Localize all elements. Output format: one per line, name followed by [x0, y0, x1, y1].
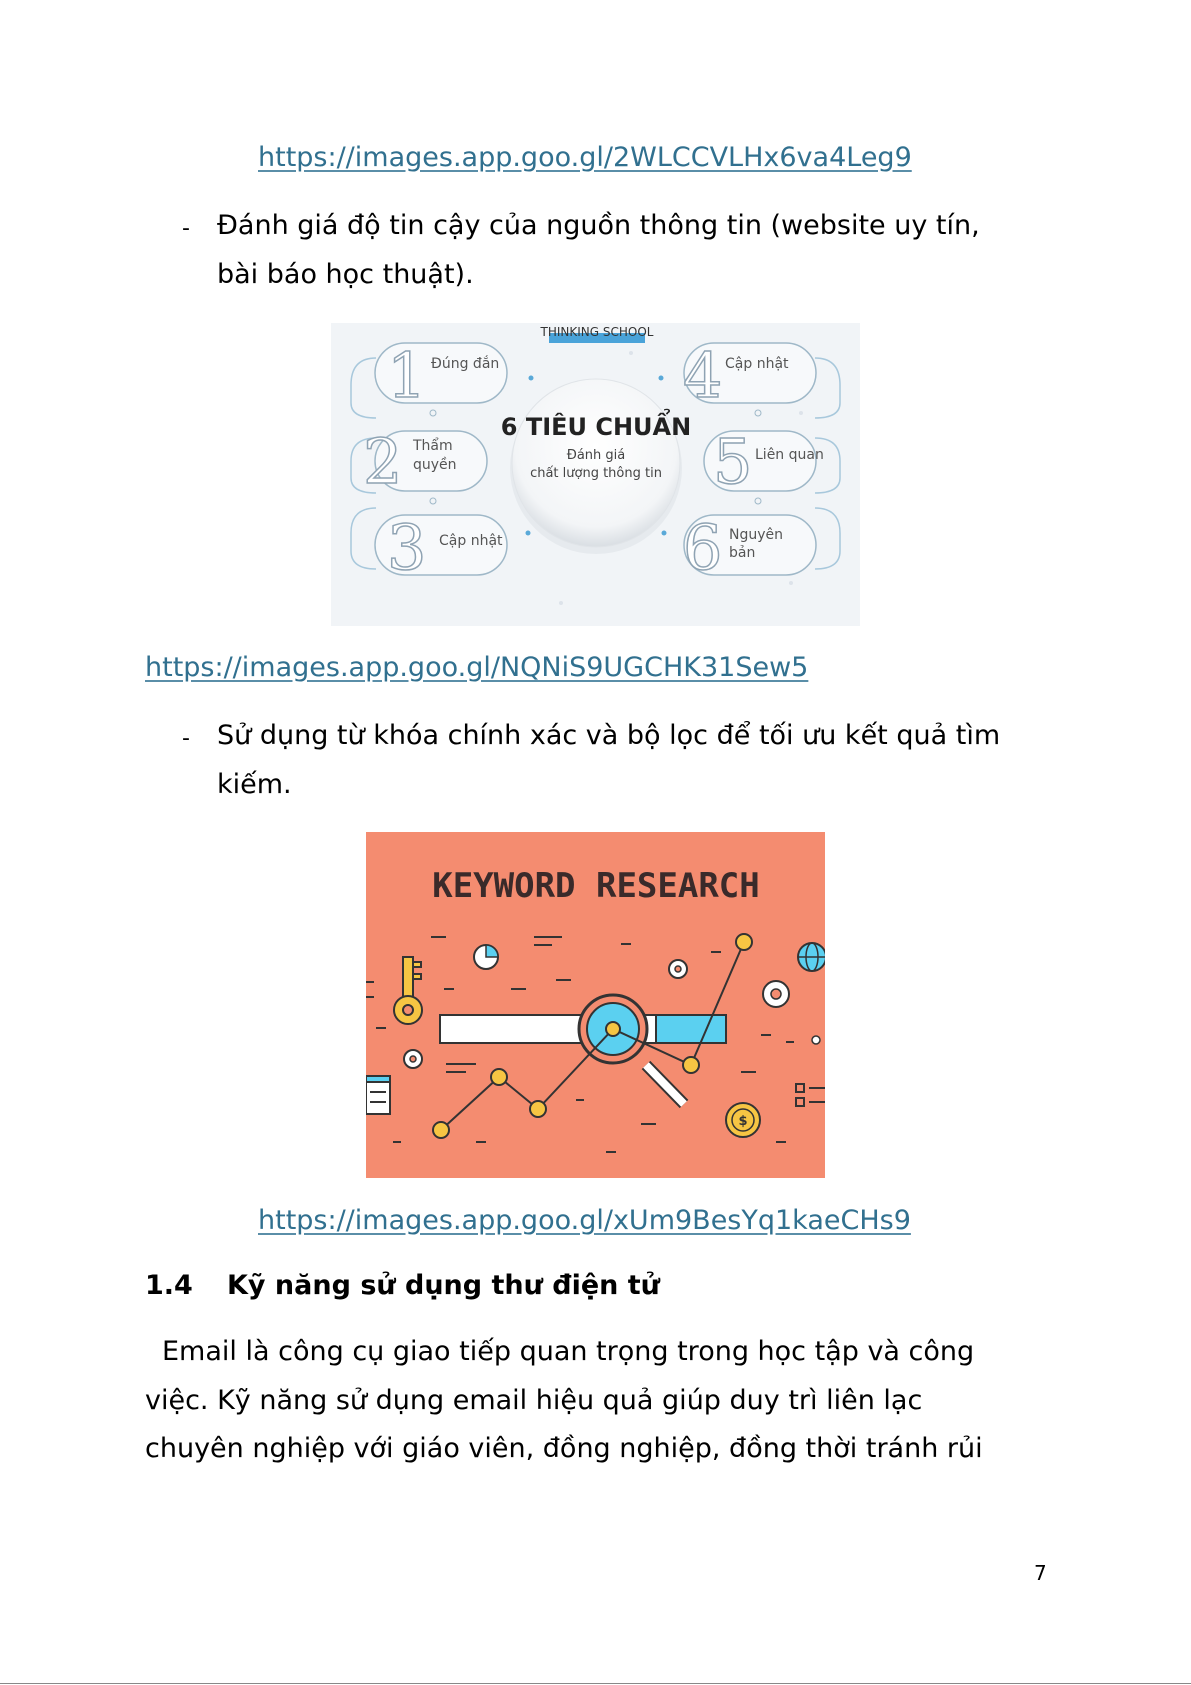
section-title: Kỹ năng sử dụng thư điện tử: [227, 1270, 660, 1301]
criteria-number-1: 1: [387, 339, 427, 412]
keyword-research-image: [366, 832, 825, 1178]
criteria-label-6b: bản: [729, 545, 756, 561]
bullet-2-line-2: kiếm.: [217, 769, 292, 800]
image-source-link-3[interactable]: https://images.app.goo.gl/xUm9BesYq1kaeCHs9: [258, 1205, 911, 1236]
center-subtitle-2: chất lượng thông tin: [530, 466, 662, 481]
criteria-label-2b: quyền: [413, 457, 457, 473]
criteria-label-3: Cập nhật: [439, 533, 503, 549]
bullet-1-line-2: bài báo học thuật).: [217, 259, 474, 290]
paragraph-line-2: việc. Kỹ năng sử dụng email hiệu quả giúp duy trì liên lạc: [145, 1385, 923, 1416]
criteria-number-5: 5: [713, 425, 753, 498]
keyword-research-title: KEYWORD RESEARCH: [432, 866, 760, 906]
criteria-label-5: Liên quan: [755, 447, 824, 463]
image-source-link-1[interactable]: https://images.app.goo.gl/2WLCCVLHx6va4Leg9: [258, 142, 912, 173]
bullet-2-line-1: Sử dụng từ khóa chính xác và bộ lọc để tối ưu kết quả tìm: [217, 720, 1001, 751]
thinking-school-label: THINKING SCHOOL: [540, 325, 654, 339]
center-title: 6 TIÊU CHUẨN: [500, 413, 692, 441]
paragraph-line-3: chuyên nghiệp với giáo viên, đồng nghiệp, đồng thời tránh rủi: [145, 1433, 983, 1464]
criteria-label-4: Cập nhật: [725, 356, 789, 372]
criteria-number-2: 2: [363, 425, 403, 498]
section-number: 1.4: [145, 1270, 193, 1301]
svg-text:$: $: [738, 1114, 748, 1129]
criteria-number-3: 3: [387, 511, 427, 584]
pie-chart-icon: [474, 945, 498, 969]
page-bottom-edge: [0, 1683, 1191, 1684]
center-subtitle-1: Đánh giá: [566, 448, 626, 463]
criteria-number-6: 6: [683, 511, 723, 584]
criteria-number-4: 4: [683, 339, 723, 412]
paragraph-line-1: Email là công cụ giao tiếp quan trọng trong học tập và công: [162, 1336, 975, 1367]
criteria-label-2a: Thẩm: [413, 438, 453, 454]
image-source-link-2[interactable]: https://images.app.goo.gl/NQNiS9UGCHK31Sew5: [145, 652, 809, 683]
six-criteria-image: [331, 323, 860, 626]
criteria-label-6a: Nguyên: [729, 527, 784, 543]
bullet-dash-2: -: [182, 726, 190, 751]
coin-icon: [726, 1103, 760, 1137]
bullet-1-line-1: Đánh giá độ tin cậy của nguồn thông tin (website uy tín,: [217, 210, 980, 241]
bullet-dash-1: -: [182, 216, 190, 241]
criteria-label-1: Đúng đắn: [431, 356, 500, 372]
page-number: 7: [1034, 1561, 1047, 1585]
